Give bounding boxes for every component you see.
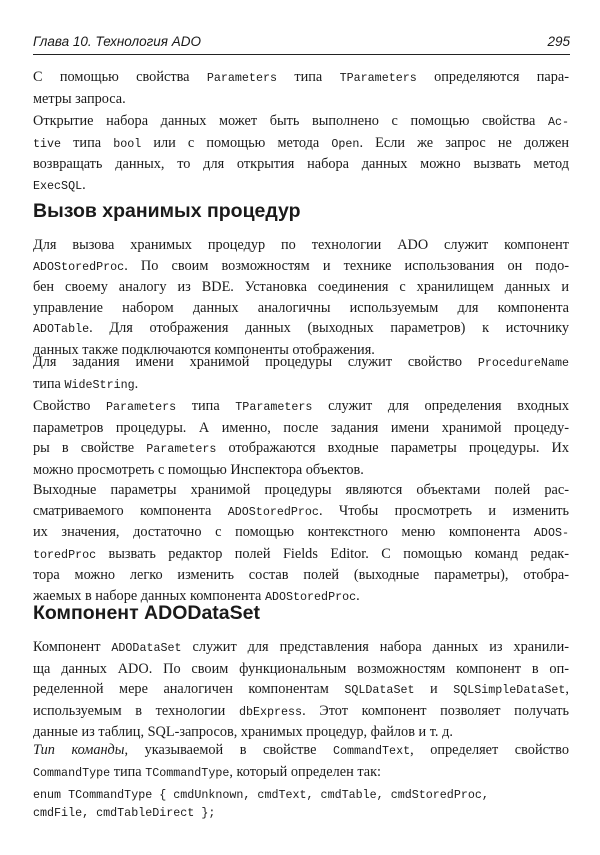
text-line: их значения, достаточно с помощью контекстного меню компонента ADOS-	[33, 524, 569, 541]
text-line: данных также подключаются компоненты отображения.	[33, 341, 375, 358]
text-line: toredProc вызвать редактор полей Fields Editor. С помощью команд редак-	[33, 545, 569, 562]
text-line: Для задания имени хранимой процедуры служит свойство ProcedureName	[33, 354, 569, 370]
text-line: параметров процедуры. А именно, после задания имени хранимой процеду-	[33, 419, 569, 436]
text-line: данные из таблиц, SQL-запросов, хранимых процедур, файлов и т. д.	[33, 724, 453, 741]
text-line: tive типа bool или с помощью метода Open. Если же запрос не должен	[33, 134, 569, 151]
paragraph-procedurename	[33, 352, 569, 395]
section-heading-adodataset: Компонент ADODataSet	[33, 602, 260, 624]
text-line: ры в свойстве Parameters отображаются входные параметры процедуры. Их	[33, 440, 569, 457]
text-line: управление набором данных аналогичны используемым для компонента	[33, 299, 569, 316]
paragraph-command-type	[33, 740, 569, 783]
text-line: CommandType типа TCommandType, который определен так:	[33, 763, 382, 780]
text-line: можно просмотреть с помощью Инспектора объектов.	[33, 461, 364, 478]
chapter-title: Глава 10. Технология ADO	[33, 34, 202, 49]
text-line: ADOStoredProc. По своим возможностям и технике использования он подо-	[33, 257, 569, 274]
text-line: используемым в технологии dbExpress. Этот компонент позволяет получать	[33, 702, 570, 719]
text-line: ADOTable. Для отображения данных (выходных параметров) к источнику	[33, 320, 569, 337]
paragraph-adostoredproc	[33, 235, 569, 361]
text-line: сматриваемого компонента ADOStoredProc. Чтобы просмотреть и изменить	[33, 502, 569, 519]
text-line: Выходные параметры хранимой процедуры являются объектами полей рас-	[33, 482, 569, 498]
text-line: Тип команды, указываемой в свойстве CommandText, определяет свойство	[33, 742, 569, 758]
text-line: ща данных ADO. По своим функциональным возможностям компонент в оп-	[33, 660, 569, 677]
text-line: ределенной мере аналогичен компонентам SQLDataSet и SQLSimpleDataSet,	[33, 681, 569, 698]
text-line: Открытие набора данных может быть выполнено с помощью свойства Ac-	[33, 113, 569, 129]
text-line: жаемых в наборе данных компонента ADOStoredProc.	[33, 587, 360, 604]
text-line: Для вызова хранимых процедур по технологии ADO служит компонент	[33, 237, 569, 253]
code-line: cmdFile, cmdTableDirect };	[33, 806, 216, 820]
text-line: Свойство Parameters типа TParameters служит для определения входных	[33, 398, 569, 414]
paragraph-active-open	[33, 111, 569, 196]
text-line: Компонент ADODataSet служит для представления набора данных из хранили-	[33, 639, 569, 655]
code-line: enum TCommandType { cmdUnknown, cmdText, cmdTable, cmdStoredProc,	[33, 788, 489, 802]
section-heading-stored-procedures: Вызов хранимых процедур	[33, 200, 301, 222]
text-line: метры запроса.	[33, 90, 126, 107]
paragraph-adodataset	[33, 637, 569, 743]
running-header	[33, 34, 570, 55]
text-line: тора можно легко изменить состав полей (выходные параметры), отобра-	[33, 567, 569, 584]
page-number: 295	[547, 34, 570, 49]
text-line: ExecSQL.	[33, 176, 86, 193]
text-line: типа WideString.	[33, 375, 139, 392]
code-listing	[33, 786, 569, 822]
paragraph-output-parameters	[33, 480, 569, 608]
text-line: бен своему аналогу из BDE. Установка соединения с хранилищем данных и	[33, 279, 569, 296]
paragraph-parameters	[33, 67, 569, 109]
paragraph-parameters-input	[33, 396, 569, 480]
text-line: С помощью свойства Parameters типа TParameters определяются пара-	[33, 69, 570, 85]
text-line: возвращать данных, то для открытия набора данных можно вызвать метод	[33, 156, 569, 173]
